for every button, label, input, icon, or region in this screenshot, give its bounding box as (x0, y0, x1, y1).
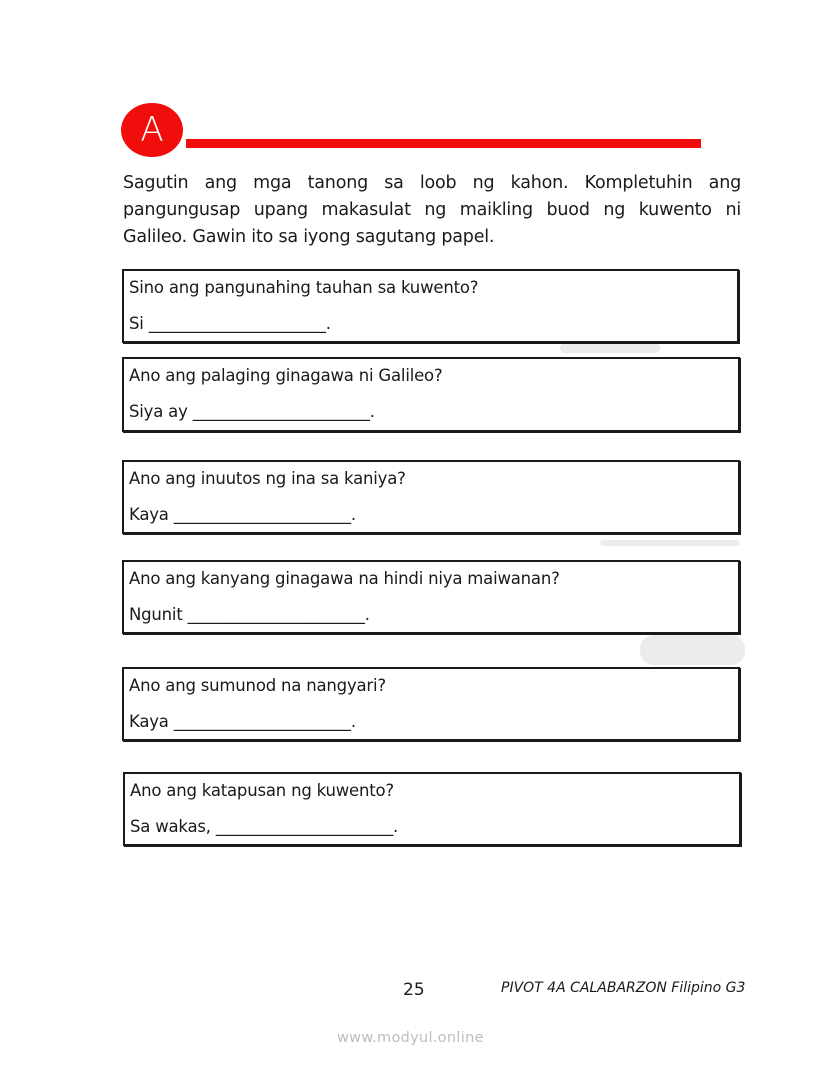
question-box-4 (122, 560, 740, 634)
question-text: Ano ang sumunod na nangyari? (129, 676, 386, 695)
watermark: www.modyul.online (337, 1030, 484, 1046)
question-text: Ano ang palaging ginagawa ni Galileo? (129, 366, 443, 385)
section-letter: A (140, 110, 164, 150)
scan-smudge (600, 540, 740, 546)
answer-line[interactable]: Kaya ______________________. (129, 712, 356, 731)
section-underline (186, 139, 701, 148)
question-text: Ano ang inuutos ng ina sa kaniya? (129, 469, 406, 488)
scan-smudge (560, 343, 660, 353)
answer-line[interactable]: Ngunit ______________________. (129, 605, 370, 624)
answer-line[interactable]: Sa wakas, ______________________. (130, 817, 399, 836)
question-box-3 (122, 460, 740, 534)
instructions-text: Sagutin ang mga tanong sa loob ng kahon. Kompletuhin ang pangungusap upang makasulat ng maikling buod ng kuwento ni Galileo. Gawin ito sa iyong sagutang papel. (123, 173, 741, 247)
question-text: Ano ang kanyang ginagawa na hindi niya maiwanan? (129, 569, 560, 588)
question-box-2 (122, 357, 740, 432)
answer-line[interactable]: Siya ay ______________________. (129, 402, 375, 421)
answer-line[interactable]: Kaya ______________________. (129, 505, 356, 524)
question-text: Ano ang katapusan ng kuwento? (130, 781, 394, 800)
page-number: 25 (403, 980, 425, 1000)
question-text: Sino ang pangunahing tauhan sa kuwento? (129, 278, 479, 297)
question-box-1 (122, 269, 739, 343)
question-box-6 (123, 772, 741, 846)
scan-smudge (640, 635, 745, 665)
question-box-5 (122, 667, 740, 741)
section-badge (121, 103, 183, 157)
series-footer: PIVOT 4A CALABARZON Filipino G3 (501, 980, 746, 996)
answer-line[interactable]: Si ______________________. (129, 314, 331, 333)
